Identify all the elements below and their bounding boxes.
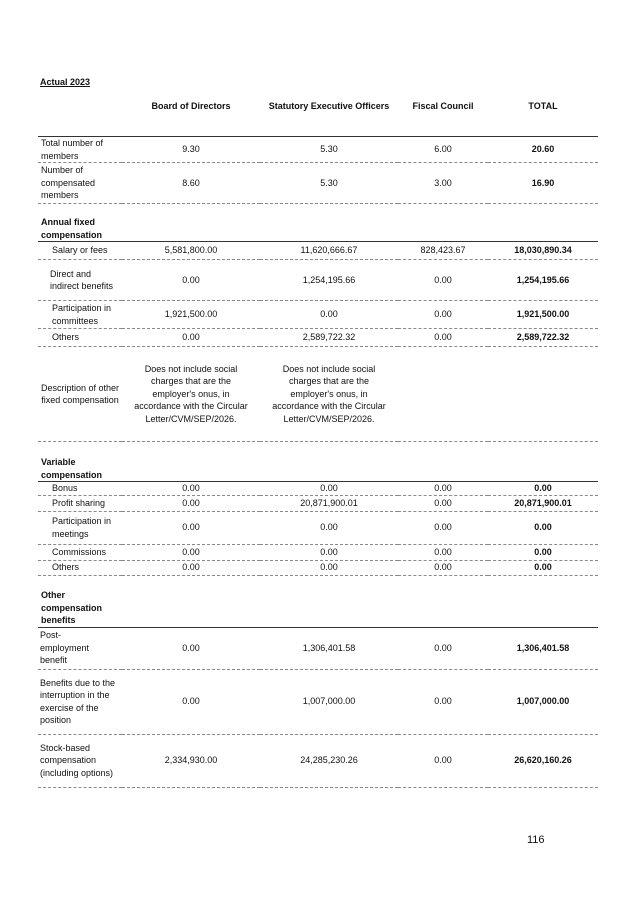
cell-fiscal: 3.00: [398, 163, 488, 204]
cell-officers: 11,620,666.67: [260, 242, 398, 260]
row-label: Bonus: [38, 482, 122, 496]
table-row: [38, 734, 598, 787]
page-number: 116: [527, 834, 545, 846]
row-label: Salary or fees: [38, 242, 122, 260]
cell-total: 0.00: [488, 544, 598, 560]
table-row: [38, 301, 598, 329]
cell-total: 1,306,401.58: [488, 627, 598, 669]
cell-fiscal: 0.00: [398, 544, 488, 560]
section-heading: Other compensation benefits: [41, 590, 103, 625]
cell-board: 2,334,930.00: [122, 734, 260, 787]
table-row: [38, 544, 598, 560]
cell-total: 0.00: [488, 511, 598, 544]
cell-board: 0.00: [122, 627, 260, 669]
table-row: [38, 163, 598, 204]
table-row: [38, 495, 598, 511]
cell-total: 1,007,000.00: [488, 669, 598, 734]
description-officers: Does not include social charges that are the employer's onus, in accordance with the Circular Letter/CVM/SEP/2026.: [260, 347, 398, 442]
table-row: [38, 482, 598, 496]
cell-officers: 0.00: [260, 482, 398, 496]
cell-fiscal: 0.00: [398, 301, 488, 329]
row-label: Description of other fixed compensation: [38, 347, 122, 442]
row-label: Post-employment benefit: [38, 627, 122, 669]
cell-officers: 1,306,401.58: [260, 627, 398, 669]
cell-fiscal: 0.00: [398, 482, 488, 496]
table-row: [38, 627, 598, 669]
cell-board: 0.00: [122, 482, 260, 496]
table-row: [38, 560, 598, 575]
cell-total: 16.90: [488, 163, 598, 204]
cell-fiscal: 0.00: [398, 260, 488, 301]
cell-officers: 0.00: [260, 560, 398, 575]
cell-officers: 5.30: [260, 163, 398, 204]
cell-total: [488, 347, 598, 442]
section-heading-row: [38, 442, 598, 482]
row-label: Others: [38, 560, 122, 575]
cell-officers: 0.00: [260, 544, 398, 560]
cell-board: 9.30: [122, 137, 260, 163]
cell-board: 0.00: [122, 511, 260, 544]
section-heading-row: [38, 575, 598, 627]
cell-total: 0.00: [488, 560, 598, 575]
cell-board: 5,581,800.00: [122, 242, 260, 260]
section-heading: Annual fixed compensation: [41, 217, 103, 240]
spacer-row: [38, 123, 598, 137]
report-title: Actual 2023: [40, 77, 91, 87]
header-blank: [38, 90, 122, 123]
cell-fiscal: 0.00: [398, 495, 488, 511]
cell-board: 1,921,500.00: [122, 301, 260, 329]
cell-officers: 5.30: [260, 137, 398, 163]
header-board: Board of Directors: [151, 101, 231, 112]
row-label: Benefits due to the interruption in the exercise of the position: [38, 669, 122, 734]
header-fiscal: Fiscal Council: [412, 101, 474, 112]
section-heading-row: [38, 204, 598, 242]
row-label: Others: [38, 329, 122, 347]
cell-fiscal: 828,423.67: [398, 242, 488, 260]
cell-board: 0.00: [122, 669, 260, 734]
description-board: Does not include social charges that are the employer's onus, in accordance with the Circular Letter/CVM/SEP/2026.: [122, 347, 260, 442]
row-label: Direct and indirect benefits: [38, 260, 122, 301]
cell-fiscal: 6.00: [398, 137, 488, 163]
cell-fiscal: 0.00: [398, 627, 488, 669]
header-total: TOTAL: [528, 101, 558, 112]
header-officers: Statutory Executive Officers: [268, 101, 390, 112]
cell-board: 8.60: [122, 163, 260, 204]
cell-officers: 24,285,230.26: [260, 734, 398, 787]
cell-fiscal: 0.00: [398, 511, 488, 544]
row-label: Number of compensated members: [38, 163, 122, 204]
cell-total: 18,030,890.34: [488, 242, 598, 260]
cell-total: 0.00: [488, 482, 598, 496]
table-row: [38, 669, 598, 734]
cell-board: 0.00: [122, 495, 260, 511]
header-row: [38, 90, 598, 123]
cell-officers: 2,589,722.32: [260, 329, 398, 347]
description-row: [38, 347, 598, 442]
cell-board: 0.00: [122, 260, 260, 301]
table-row: [38, 329, 598, 347]
cell-fiscal: 0.00: [398, 560, 488, 575]
cell-board: 0.00: [122, 544, 260, 560]
cell-total: 2,589,722.32: [488, 329, 598, 347]
cell-officers: 1,007,000.00: [260, 669, 398, 734]
row-label: Participation in committees: [38, 301, 122, 329]
cell-total: 20,871,900.01: [488, 495, 598, 511]
cell-officers: 20,871,900.01: [260, 495, 398, 511]
cell-board: 0.00: [122, 560, 260, 575]
cell-fiscal: 0.00: [398, 734, 488, 787]
table-row: [38, 137, 598, 163]
cell-fiscal: 0.00: [398, 669, 488, 734]
cell-fiscal: [398, 347, 488, 442]
cell-officers: 1,254,195.66: [260, 260, 398, 301]
cell-total: 26,620,160.26: [488, 734, 598, 787]
cell-officers: 0.00: [260, 511, 398, 544]
table-row: [38, 242, 598, 260]
cell-board: 0.00: [122, 329, 260, 347]
table-row: [38, 511, 598, 544]
row-label: Profit sharing: [38, 495, 122, 511]
cell-total: 1,921,500.00: [488, 301, 598, 329]
row-label: Participation in meetings: [38, 511, 122, 544]
cell-fiscal: 0.00: [398, 329, 488, 347]
cell-total: 20.60: [488, 137, 598, 163]
row-label: Commissions: [38, 544, 122, 560]
row-label: Stock-based compensation (including options): [38, 734, 122, 787]
section-heading: Variable compensation: [41, 457, 103, 480]
compensation-table: [38, 90, 598, 788]
cell-officers: 0.00: [260, 301, 398, 329]
row-label: Total number of members: [38, 137, 122, 163]
cell-total: 1,254,195.66: [488, 260, 598, 301]
table-row: [38, 260, 598, 301]
